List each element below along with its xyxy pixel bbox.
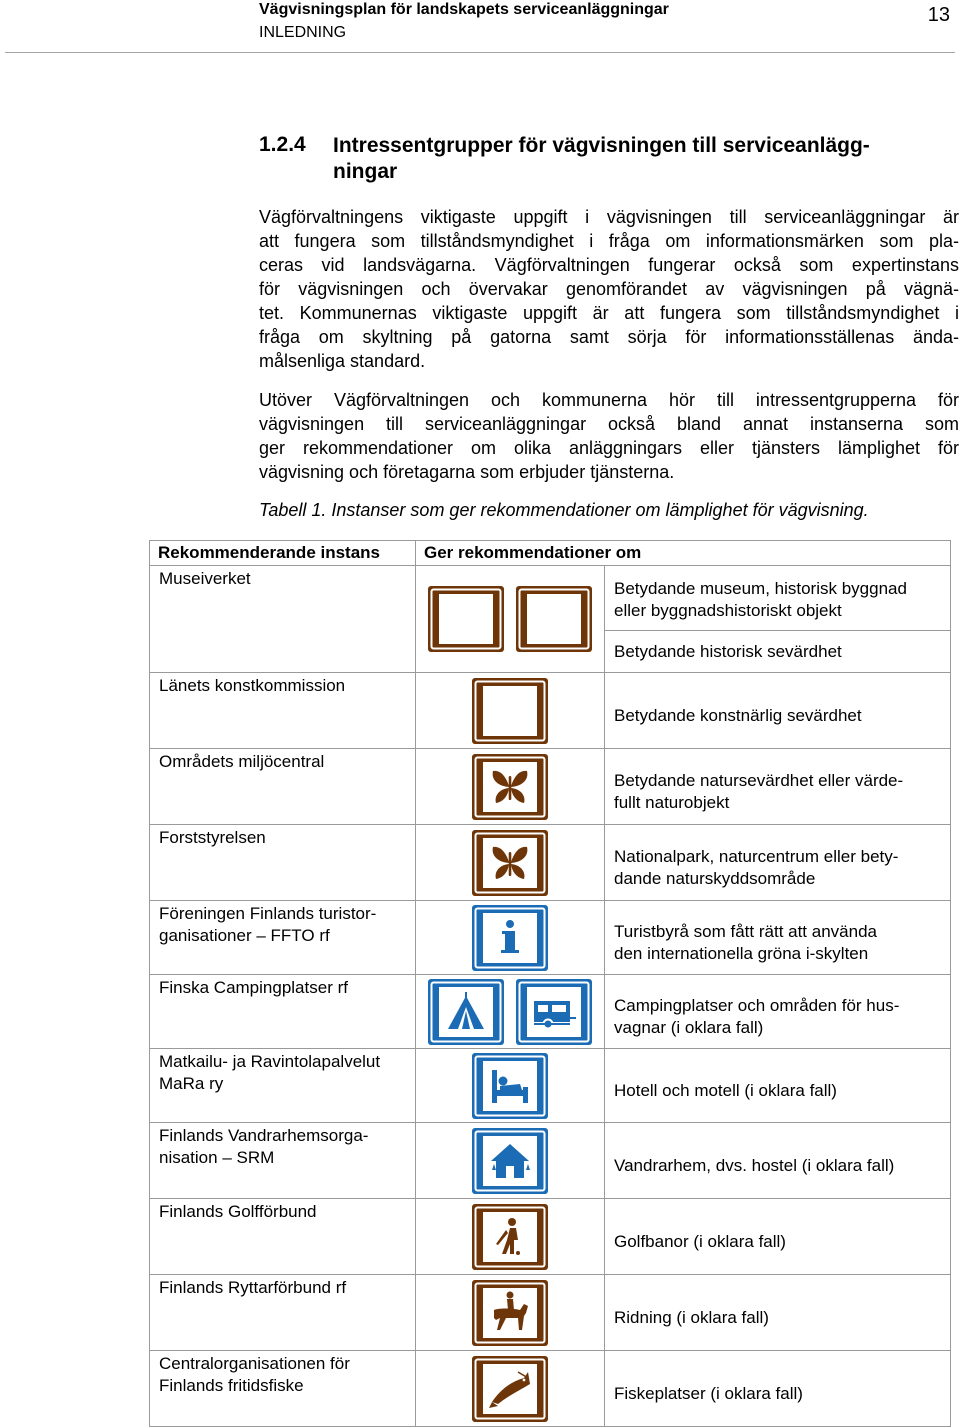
- table-row: [150, 901, 951, 975]
- instance-name: Centralorganisationen för: [159, 1354, 350, 1373]
- description-text: Betydande museum, historisk byggnad: [614, 578, 907, 598]
- table-row: [150, 566, 951, 673]
- table-row: [150, 1123, 951, 1199]
- section-title-line: ningar: [333, 160, 398, 183]
- description-cell: [605, 901, 951, 975]
- instance-name: Finlands Vandrarhemsorga-: [159, 1126, 369, 1145]
- sign-cell: [416, 566, 605, 673]
- instance-cell: [150, 901, 416, 975]
- paragraph-authorities: [259, 205, 959, 373]
- instance-name: Finlands fritidsfiske: [159, 1376, 304, 1395]
- description-cell: [605, 1199, 951, 1275]
- running-header-title: Vägvisningsplan för landskapets serviceanläggningar: [259, 1, 669, 18]
- table-header-row: [150, 541, 951, 566]
- sight-icon: [472, 678, 548, 744]
- description-text: Golfbanor (i oklara fall): [614, 1231, 786, 1251]
- instance-name: nisation – SRM: [159, 1148, 275, 1167]
- description-text: fullt naturobjekt: [614, 792, 730, 812]
- sight-icon: [516, 586, 592, 652]
- description-text: Campingplatser och områden för hus-: [614, 995, 900, 1015]
- instance-name: Matkailu- ja Ravintolapalvelut: [159, 1052, 381, 1071]
- column-header-instance: Rekommenderande instans: [150, 541, 416, 566]
- instance-cell: [150, 566, 416, 673]
- description-text: Hotell och motell (i oklara fall): [614, 1080, 837, 1100]
- instance-cell: [150, 749, 416, 825]
- description-cell: [605, 1049, 951, 1123]
- header-divider: [5, 52, 955, 53]
- sign-cell: [416, 1351, 605, 1427]
- table-row: [150, 749, 951, 825]
- description-cell: [605, 975, 951, 1049]
- table-row: [150, 975, 951, 1049]
- description-text: Fiskeplatser (i oklara fall): [614, 1383, 803, 1403]
- instance-cell: [150, 825, 416, 901]
- instance-cell: [150, 1199, 416, 1275]
- sign-cell: [416, 901, 605, 975]
- text-line: vägvisningen till serviceanläggningar också bland annat instanserna som: [259, 414, 959, 434]
- sign-cell: [416, 825, 605, 901]
- text-line: Utöver Vägförvaltningen och kommunerna hör till intressentgrupperna för: [259, 390, 959, 410]
- page-number: 13: [927, 4, 950, 26]
- hotel-bed-icon: [472, 1053, 548, 1119]
- paragraph-interest-groups: [259, 388, 959, 484]
- text-line: målsenliga standard.: [259, 351, 426, 371]
- table-row: [150, 825, 951, 901]
- caravan-icon: [516, 979, 592, 1045]
- sign-cell: [416, 1275, 605, 1351]
- sign-cell: [416, 673, 605, 749]
- instance-name: Forststyrelsen: [159, 828, 266, 847]
- description-cell: [605, 825, 951, 901]
- info-icon: [472, 905, 548, 971]
- description-text: Ridning (i oklara fall): [614, 1307, 769, 1327]
- description-cell: [605, 1123, 951, 1199]
- table-body: [150, 566, 951, 1427]
- section-title-line: Intressentgrupper för vägvisningen till serviceanlägg-: [333, 134, 870, 157]
- instance-cell: [150, 1123, 416, 1199]
- instance-name: Länets konstkommission: [159, 676, 346, 695]
- text-line: ger rekommendationer om olika anläggningars eller tjänsters lämplighet för: [259, 438, 959, 458]
- description-cell: [605, 749, 951, 825]
- instance-cell: [150, 1351, 416, 1427]
- fish-icon: [472, 1356, 548, 1422]
- instance-cell: [150, 1049, 416, 1123]
- description-text: Nationalpark, naturcentrum eller bety-: [614, 846, 899, 866]
- text-line: fråga om skyltning på gatorna samt sörja för informationsställenas ända-: [259, 327, 959, 347]
- text-line: tet. Kommunernas viktigaste uppgift är att fungera som tillståndsmyndighet i: [259, 303, 959, 323]
- instance-name: MaRa ry: [159, 1074, 224, 1093]
- butterfly-icon: [472, 754, 548, 820]
- description-text: dande naturskyddsområde: [614, 868, 816, 888]
- instance-name: ganisationer – FFTO rf: [159, 926, 330, 945]
- text-line: Vägförvaltningens viktigaste uppgift i vägvisningen till serviceanläggningar är: [259, 207, 959, 227]
- description-text: eller byggnadshistoriskt objekt: [614, 600, 842, 620]
- description-text: Betydande konstnärlig sevärdhet: [614, 705, 862, 725]
- hostel-icon: [472, 1128, 548, 1194]
- text-line: för vägvisningen och övervakar genomförandet av vägvisningen på vägnä-: [259, 279, 959, 299]
- section-number: 1.2.4: [259, 133, 306, 156]
- instance-name: Finlands Golfförbund: [159, 1202, 317, 1221]
- instance-cell: [150, 1275, 416, 1351]
- instance-name: Finlands Ryttarförbund rf: [159, 1278, 347, 1297]
- section-title: [333, 133, 933, 185]
- golf-icon: [472, 1204, 548, 1270]
- description-text: den internationella gröna i-skylten: [614, 943, 869, 963]
- recommendations-table: [149, 540, 951, 1427]
- description-text: Betydande natursevärdhet eller värde-: [614, 770, 904, 790]
- sign-cell: [416, 1123, 605, 1199]
- museum-icon: [428, 586, 504, 652]
- description-cell: [605, 1275, 951, 1351]
- description-text: Turistbyrå som fått rätt att använda: [614, 921, 877, 941]
- text-line: ceras vid landsvägarna. Vägförvaltningen fungerar också som expertinstans: [259, 255, 959, 275]
- instance-cell: [150, 673, 416, 749]
- text-line: att fungera som tillståndsmyndighet i fråga om informationsmärken som pla-: [259, 231, 959, 251]
- table-row: [150, 1199, 951, 1275]
- table-row: [150, 673, 951, 749]
- table-row: [150, 1275, 951, 1351]
- instance-cell: [150, 975, 416, 1049]
- sign-cell: [416, 1199, 605, 1275]
- instance-name: Finska Campingplatser rf: [159, 978, 348, 997]
- description-cell: [605, 566, 951, 673]
- description-text: Betydande historisk sevärdhet: [614, 641, 842, 661]
- tent-icon: [428, 979, 504, 1045]
- butterfly-icon: [472, 830, 548, 896]
- description-text: Vandrarhem, dvs. hostel (i oklara fall): [614, 1155, 895, 1175]
- sign-cell: [416, 749, 605, 825]
- sign-cell: [416, 1049, 605, 1123]
- table-row: [150, 1049, 951, 1123]
- column-header-recommendations: Ger rekommendationer om: [416, 541, 951, 566]
- running-header-section: INLEDNING: [259, 24, 347, 41]
- horse-riding-icon: [472, 1280, 548, 1346]
- table-caption: Tabell 1. Instanser som ger rekommendationer om lämplighet för vägvisning.: [259, 500, 869, 520]
- description-cell: [605, 1351, 951, 1427]
- table-row: [150, 1351, 951, 1427]
- sign-cell: [416, 975, 605, 1049]
- instance-name: Föreningen Finlands turistor-: [159, 904, 377, 923]
- description-text: vagnar (i oklara fall): [614, 1017, 764, 1037]
- text-line: vägvisning och företagarna som erbjuder tjänsterna.: [259, 462, 675, 482]
- description-cell: [605, 673, 951, 749]
- instance-name: Museiverket: [159, 569, 251, 588]
- instance-name: Områdets miljöcentral: [159, 752, 325, 771]
